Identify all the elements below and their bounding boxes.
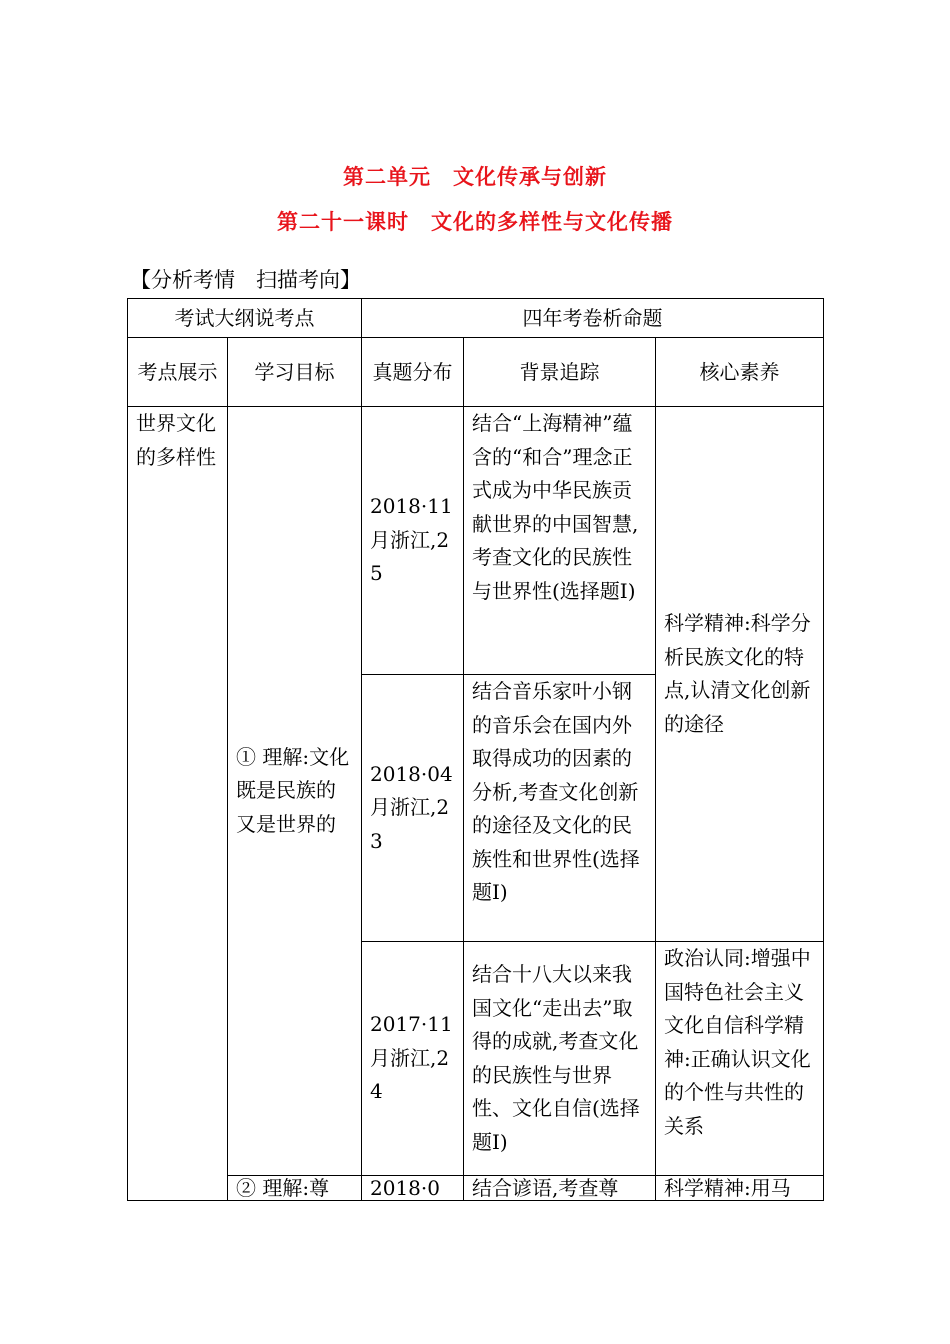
source-cell: 2017·11月浙江,24 [362, 942, 464, 1176]
background-cell: 结合音乐家叶小钢的音乐会在国内外取得成功的因素的分析,考查文化创新的途径及文化的民族性和世界性(选择题Ⅰ) [464, 675, 656, 942]
header-source: 真题分布 [362, 338, 464, 407]
goal-cell: ② 理解:尊 [228, 1176, 362, 1201]
section-heading: 【分析考情 扫描考向】 [130, 268, 361, 292]
background-cell: 结合谚语,考查尊 [464, 1176, 656, 1201]
header-topic: 考点展示 [128, 338, 228, 407]
group-header-syllabus: 考试大纲说考点 [128, 299, 362, 338]
literacy-cell: 科学精神:科学分析民族文化的特点,认清文化创新的途径 [656, 407, 824, 942]
table-row [128, 1176, 824, 1201]
literacy-cell: 科学精神:用马 [656, 1176, 824, 1201]
topic-cell: 世界文化的多样性 [128, 407, 228, 1201]
goal-cell: ① 理解:文化既是民族的又是世界的 [228, 407, 362, 1176]
table-row [128, 407, 824, 675]
source-cell: 2018·11月浙江,25 [362, 407, 464, 675]
header-literacy: 核心素养 [656, 338, 824, 407]
header-goal: 学习目标 [228, 338, 362, 407]
lesson-title: 第二十一课时 文化的多样性与文化传播 [277, 209, 673, 234]
table-header-row [128, 338, 824, 407]
background-cell: 结合“上海精神”蕴含的“和合”理念正式成为中华民族贡献世界的中国智慧,考查文化的民族性与世界性(选择题Ⅰ) [464, 407, 656, 675]
exam-analysis-table [127, 298, 824, 1201]
literacy-cell: 政治认同:增强中国特色社会主义文化自信科学精神:正确认识文化的个性与共性的关系 [656, 942, 824, 1176]
unit-title: 第二单元 文化传承与创新 [343, 164, 607, 189]
source-cell: 2018·0 [362, 1176, 464, 1201]
background-cell: 结合十八大以来我国文化“走出去”取得的成就,考查文化的民族性与世界性、文化自信(选择题Ⅰ) [464, 942, 656, 1176]
table-group-header-row [128, 299, 824, 338]
source-cell: 2018·04月浙江,23 [362, 675, 464, 942]
group-header-exams: 四年考卷析命题 [362, 299, 824, 338]
header-background: 背景追踪 [464, 338, 656, 407]
